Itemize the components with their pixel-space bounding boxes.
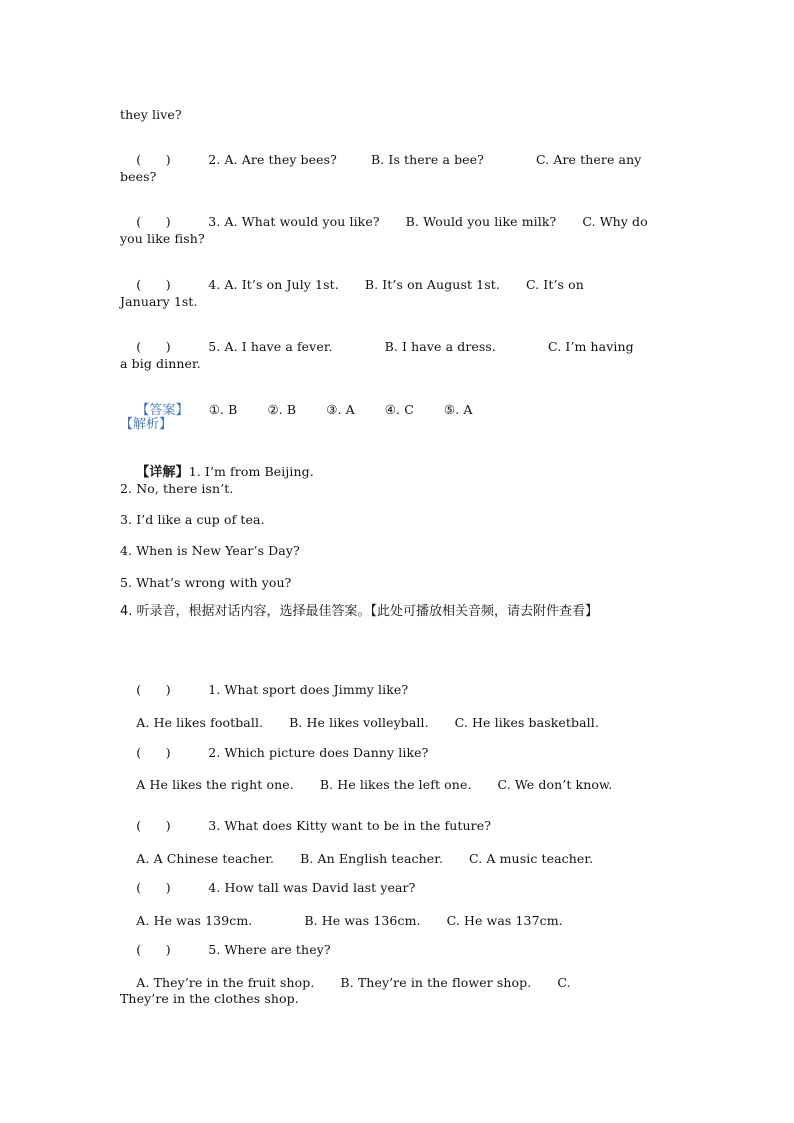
option-c: C. We don’t know. — [497, 777, 613, 792]
answer-paren: ( ) — [136, 339, 171, 354]
answer-paren: ( ) — [136, 277, 171, 292]
option-b: B. Would you like milk? — [405, 214, 557, 229]
answer-key-line — [120, 386, 473, 435]
question-4-wrap: January 1st. — [120, 294, 198, 309]
question-stem: 2. A. Are they bees? — [208, 152, 337, 167]
detail-line-5: 5. What’s wrong with you? — [120, 575, 292, 590]
answer-4: ④. C — [384, 402, 414, 417]
detail-label: 【详解】 — [136, 465, 189, 480]
option-b: B. An English teacher. — [300, 851, 444, 866]
answer-1: ①. B — [208, 402, 238, 417]
analysis-label: 【解析】 — [120, 417, 173, 432]
answer-label: 【答案】 — [136, 403, 189, 418]
question-stem: 5. Where are they? — [208, 942, 331, 957]
option-b: B. I have a dress. — [384, 339, 496, 354]
option-c: C. Are there any — [535, 152, 642, 167]
option-c: C. It’s on — [525, 277, 584, 292]
answer-paren: ( ) — [136, 214, 171, 229]
detail-text: 1. I’m from Beijing. — [188, 464, 314, 479]
question-stem: 4. A. It’s on July 1st. — [208, 277, 339, 292]
option-c: C. He was 137cm. — [446, 913, 563, 928]
option-c: C. I’m having — [548, 339, 634, 354]
option-a: A He likes the right one. — [136, 777, 294, 792]
question-1-continuation: they live? — [120, 107, 182, 122]
answer-2: ②. B — [267, 402, 297, 417]
option-c: C. He likes basketball. — [454, 715, 599, 730]
detail-line-3: 3. I’d like a cup of tea. — [120, 512, 265, 527]
question-5-wrap: a big dinner. — [120, 356, 201, 371]
option-b: B. They’re in the flower shop. — [340, 975, 532, 990]
answer-5: ⑤. A — [443, 402, 473, 417]
option-c: C. — [557, 975, 571, 990]
detail-line-4: 4. When is New Year’s Day? — [120, 543, 300, 558]
option-a: A. They’re in the fruit shop. — [136, 975, 315, 990]
question-stem: 5. A. I have a fever. — [208, 339, 333, 354]
detail-line-2: 2. No, there isn’t. — [120, 481, 234, 496]
answer-paren: ( ) — [136, 152, 171, 167]
answer-paren: ( ) — [136, 942, 171, 957]
answer-paren: ( ) — [136, 818, 171, 833]
option-b: B. He was 136cm. — [304, 913, 421, 928]
question-3-wrap: you like fish? — [120, 231, 205, 246]
question-stem: 1. What sport does Jimmy like? — [208, 682, 409, 697]
option-c: C. A music teacher. — [469, 851, 594, 866]
option-b: B. It’s on August 1st. — [364, 277, 500, 292]
option-b: B. He likes volleyball. — [289, 715, 429, 730]
question-stem: 4. How tall was David last year? — [208, 880, 416, 895]
question-stem: 3. What does Kitty want to be in the future? — [208, 818, 492, 833]
answer-3: ③. A — [326, 402, 355, 417]
option-c: C. Why do — [582, 214, 648, 229]
option-a: A. He likes football. — [136, 715, 264, 730]
answer-paren: ( ) — [136, 682, 171, 697]
question-2-line — [120, 136, 641, 184]
section-4-heading: 4. 听录音，根据对话内容，选择最佳答案。【此处可播放相关音频，请去附件查看】 — [120, 604, 599, 619]
question-2-wrap: bees? — [120, 169, 157, 184]
s4-options-5-wrap: They’re in the clothes shop. — [120, 991, 299, 1006]
question-stem: 3. A. What would you like? — [208, 214, 380, 229]
option-b: B. Is there a bee? — [370, 152, 484, 167]
option-a: A. A Chinese teacher. — [136, 851, 275, 866]
answer-paren: ( ) — [136, 880, 171, 895]
answer-paren: ( ) — [136, 745, 171, 760]
option-a: A. He was 139cm. — [136, 913, 253, 928]
option-b: B. He likes the left one. — [319, 777, 472, 792]
question-stem: 2. Which picture does Danny like? — [208, 745, 429, 760]
